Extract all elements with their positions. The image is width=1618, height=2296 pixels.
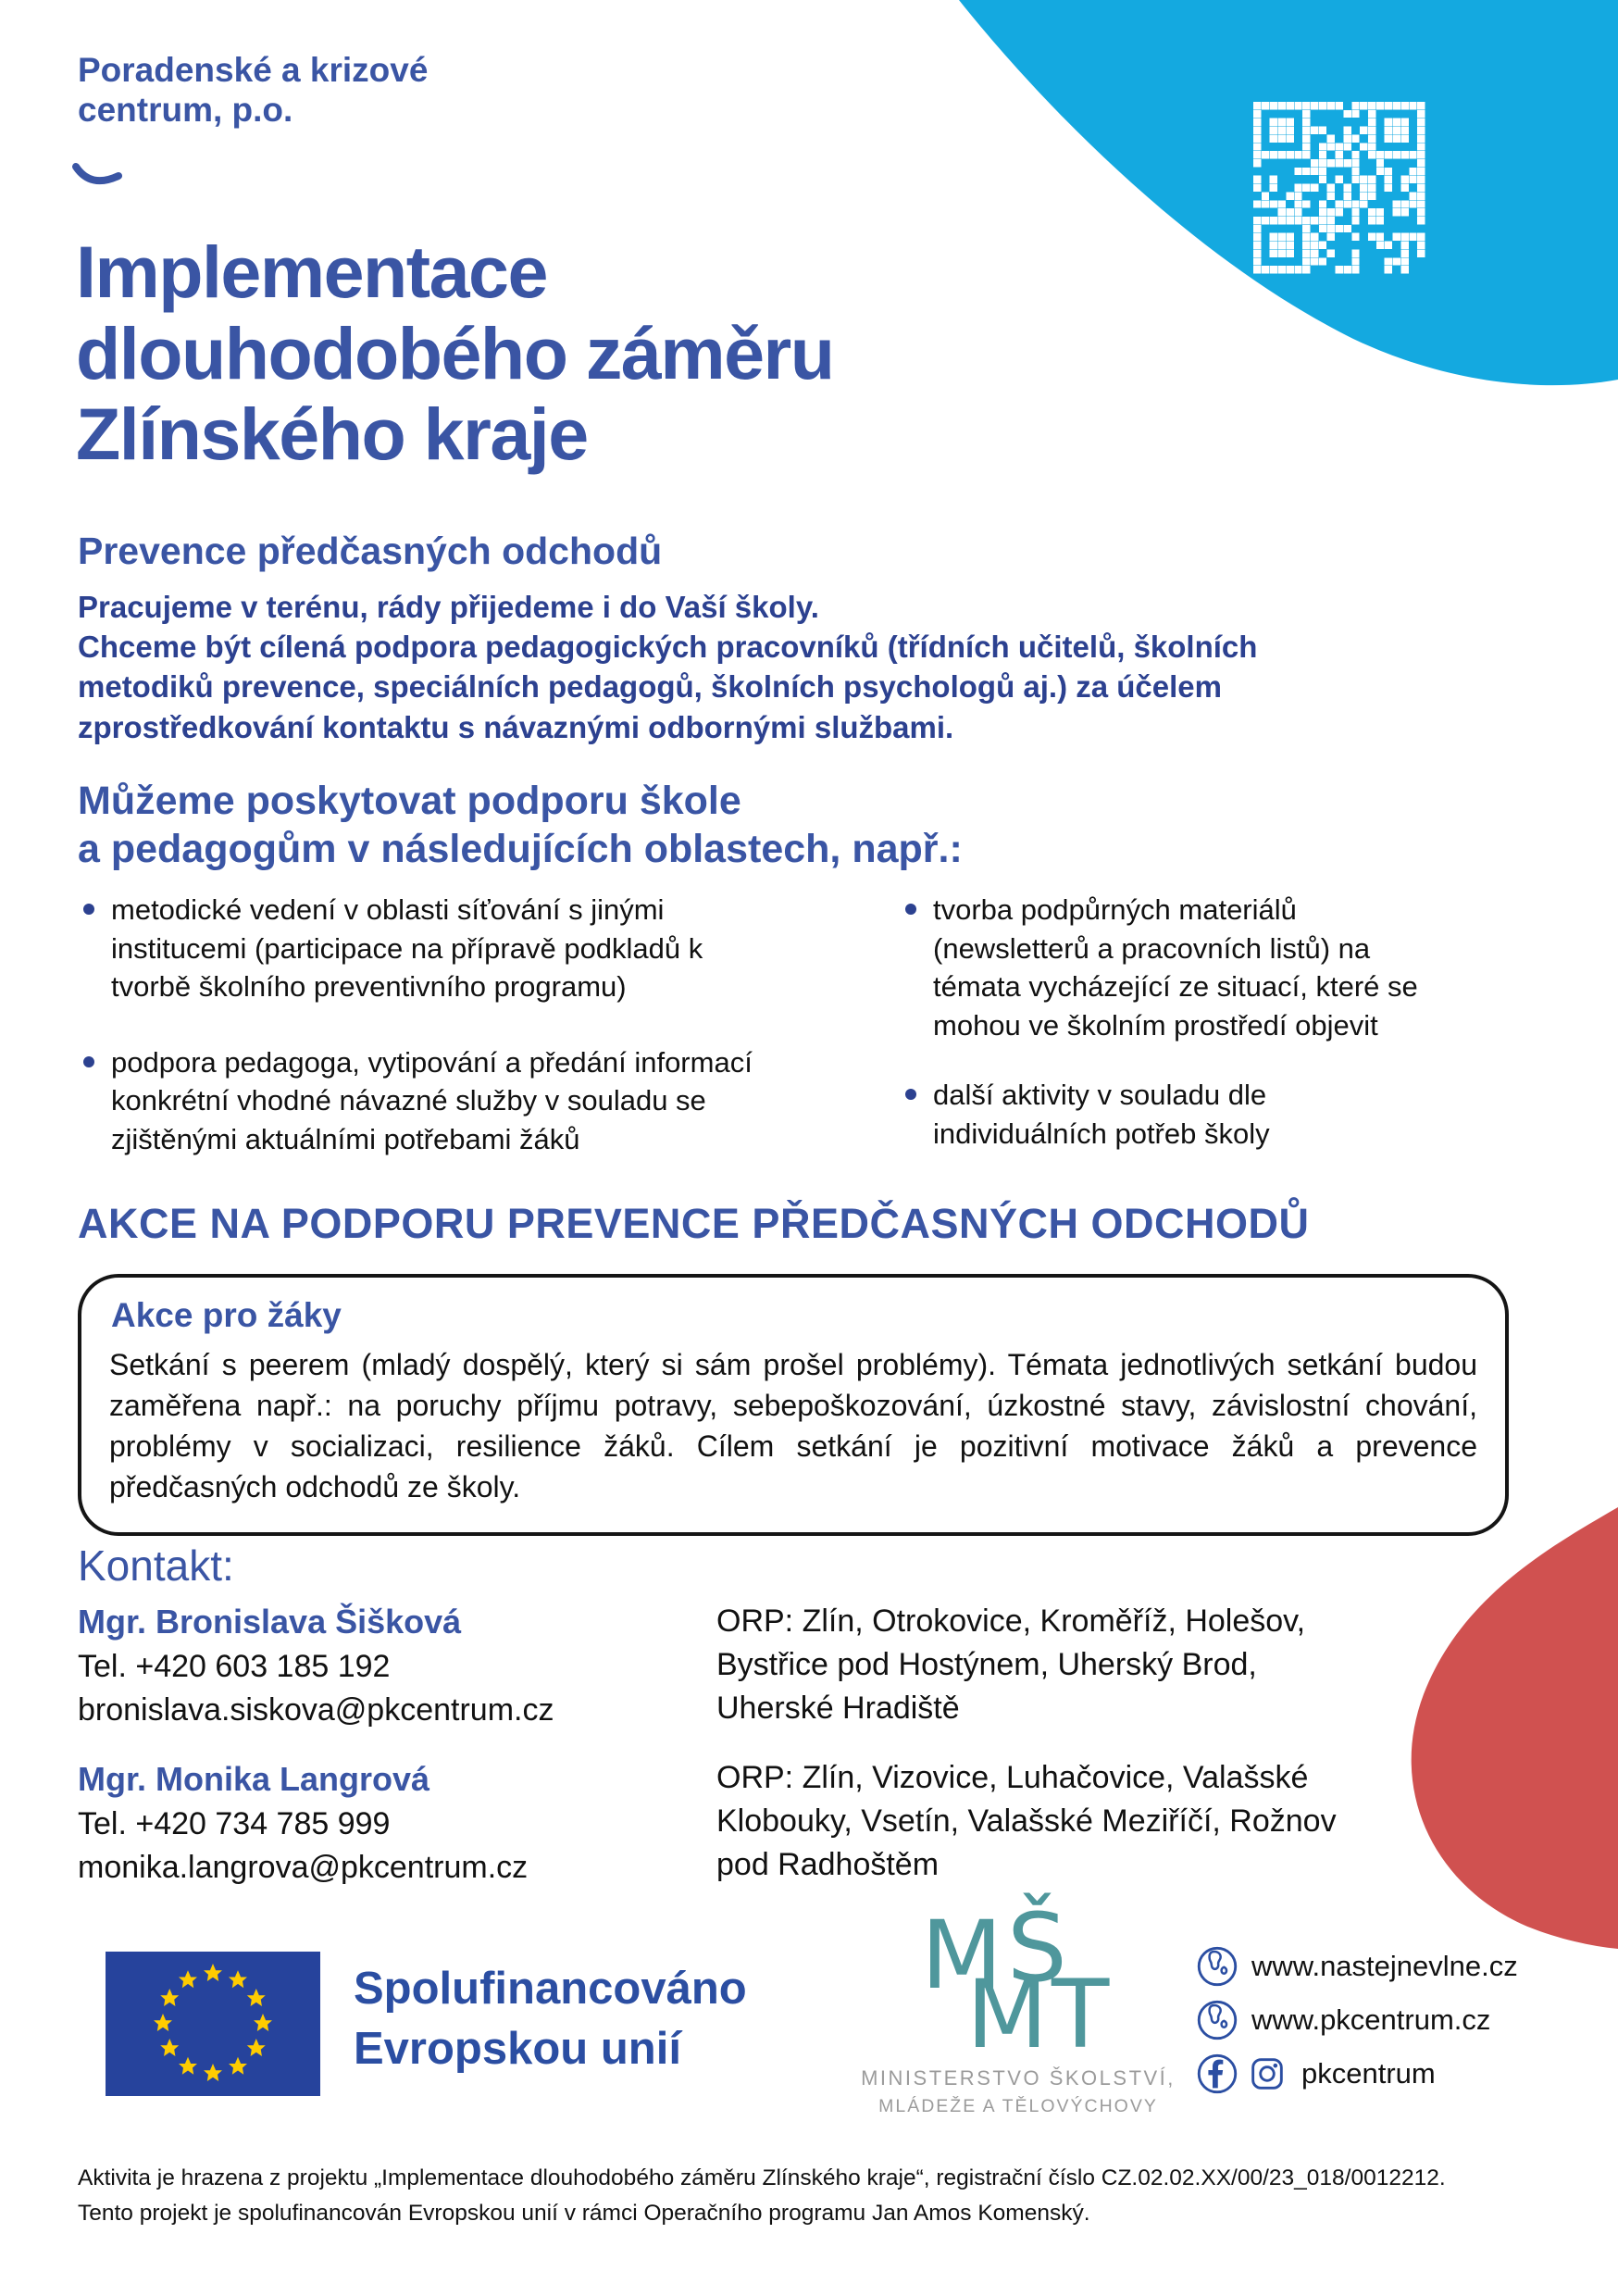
msmt-caption-line2: MLÁDEŽE A TĚLOVÝCHOVY — [878, 2096, 1158, 2116]
intro-line: metodiků prevence, speciálních pedagogů, školních psychologů aj.) za účelem — [78, 669, 1222, 705]
bullet-item: podpora pedagoga, vytipování a předání informací konkrétní vhodné návazné služby v souladu se zjištěnými aktuálními potřebami žáků — [78, 1043, 753, 1159]
support-heading-line2: a pedagogům v následujících oblastech, např.: — [78, 826, 963, 871]
contact-person-email: monika.langrova@pkcentrum.cz — [78, 1849, 529, 1885]
contact-person — [78, 1757, 652, 1889]
msmt-letter: M — [966, 1960, 1049, 2070]
bullet-item: metodické vedení v oblasti síťování s jinými institucemi (participace na přípravě podkladů k tvorbě školního preventivního programu) — [78, 891, 753, 1006]
eu-flag — [106, 1952, 320, 2096]
web-links — [1196, 1944, 1518, 2105]
msmt-letter: Š — [1007, 1893, 1067, 2003]
bullet-list-right — [900, 891, 1418, 1153]
org-logo — [78, 50, 428, 131]
intro-line: zprostředkování kontaktu s návaznými odbornými službami. — [78, 709, 954, 744]
contact-heading: Kontakt: — [78, 1541, 234, 1590]
eu-cofunded-label — [354, 1959, 747, 2079]
web-link-label: www.nastejnevlne.cz — [1251, 1950, 1518, 1982]
msmt-letter: T — [1052, 1960, 1110, 2070]
facebook-icon — [1196, 2053, 1238, 2095]
org-logo-line1: Poradenské a krizové — [78, 51, 429, 89]
page-title-line3: Zlínského kraje — [76, 393, 588, 476]
action-box-title: Akce pro žáky — [111, 1296, 342, 1334]
action-box-text: Setkání s peerem (mladý dospělý, který si sám prošel problémy). Témata jednotlivých setkání budou zaměřena např.: na poruchy příjmu potravy, sebepoškozování, úzkostné stavy, závislostní chování, problémy v socializaci, resilience žáků. Cílem setkání je pozitivní motivace žáků a prevence předčasných odchodů ze školy. — [109, 1348, 1477, 1504]
support-heading-line1: Můžeme poskytovat podporu škole — [78, 779, 741, 823]
web-link-row — [1196, 1998, 1518, 2042]
bullet-item: tvorba podpůrných materiálů (newsletterů a pracovních listů) na témata vycházející ze situací, které se mohou ve školním prostředí objevit — [900, 891, 1418, 1044]
contact-person-phone: Tel. +420 734 785 999 — [78, 1806, 391, 1841]
page-title-line2: dlouhodobého záměru — [76, 311, 834, 394]
social-link-label: pkcentrum — [1301, 2057, 1436, 2090]
contact-person-phone: Tel. +420 603 185 192 — [78, 1648, 391, 1684]
smile-icon — [68, 161, 128, 193]
globe-icon — [1196, 1945, 1238, 1988]
eu-cofunded-line2: Evropskou unií — [354, 2024, 681, 2075]
page-title — [76, 231, 834, 475]
web-link-label: www.pkcentrum.cz — [1251, 2003, 1491, 2036]
instagram-icon — [1246, 2053, 1288, 2095]
bullet-item: další aktivity v souladu dle individuálních potřeb školy — [900, 1076, 1418, 1153]
orp-region-list: ORP: Zlín, Vizovice, Luhačovice, Valašské Klobouky, Vsetín, Valašské Meziříčí, Rožnov pod Radhoštěm — [716, 1759, 1337, 1882]
bullet-list-left — [78, 891, 753, 1158]
social-link-row — [1196, 2052, 1518, 2096]
org-logo-line2: centrum, p.o. — [78, 91, 293, 130]
subtitle: Prevence předčasných odchodů — [78, 530, 663, 572]
contact-person-name: Mgr. Bronislava Šišková — [78, 1603, 462, 1641]
msmt-letter: M — [921, 1901, 1003, 2011]
page-title-line1: Implementace — [76, 231, 547, 313]
fineprint — [78, 2161, 1446, 2232]
support-heading — [78, 778, 963, 873]
contact-people — [78, 1600, 652, 1890]
orp-region-list: ORP: Zlín, Otrokovice, Kroměříž, Holešov, Bystřice pod Hostýnem, Uherský Brod, Uherské Hradiště — [716, 1603, 1306, 1726]
fineprint-line2: Tento projekt je spolufinancován Evropskou unií v rámci Operačního programu Jan Amos Komenský. — [78, 2201, 1090, 2227]
action-box — [78, 1274, 1509, 1536]
intro-line: Pracujeme v terénu, rády přijedeme i do Vaší školy. — [78, 590, 819, 624]
contact-person — [78, 1600, 652, 1731]
intro-paragraph — [78, 587, 1257, 747]
contact-person-email: bronislava.siskova@pkcentrum.cz — [78, 1691, 554, 1728]
msmt-caption — [852, 2066, 1185, 2117]
web-link-row — [1196, 1944, 1518, 1989]
qr-code — [1253, 102, 1425, 274]
action-heading: AKCE NA PODPORU PREVENCE PŘEDČASNÝCH ODCHODŮ — [78, 1200, 1310, 1247]
fineprint-line1: Aktivita je hrazena z projektu „Implementace dlouhodobého záměru Zlínského kraje“, registrační číslo CZ.02.02.XX/00/23_018/0012212. — [78, 2165, 1446, 2190]
globe-icon — [1196, 1999, 1238, 2041]
contact-person-name: Mgr. Monika Langrová — [78, 1760, 430, 1799]
eu-cofunded-line1: Spolufinancováno — [354, 1964, 747, 2014]
intro-line: Chceme být cílená podpora pedagogických pracovníků (třídních učitelů, školních — [78, 630, 1258, 665]
msmt-caption-line1: MINISTERSTVO ŠKOLSTVÍ, — [861, 2066, 1176, 2090]
orp-regions — [716, 1600, 1370, 1886]
